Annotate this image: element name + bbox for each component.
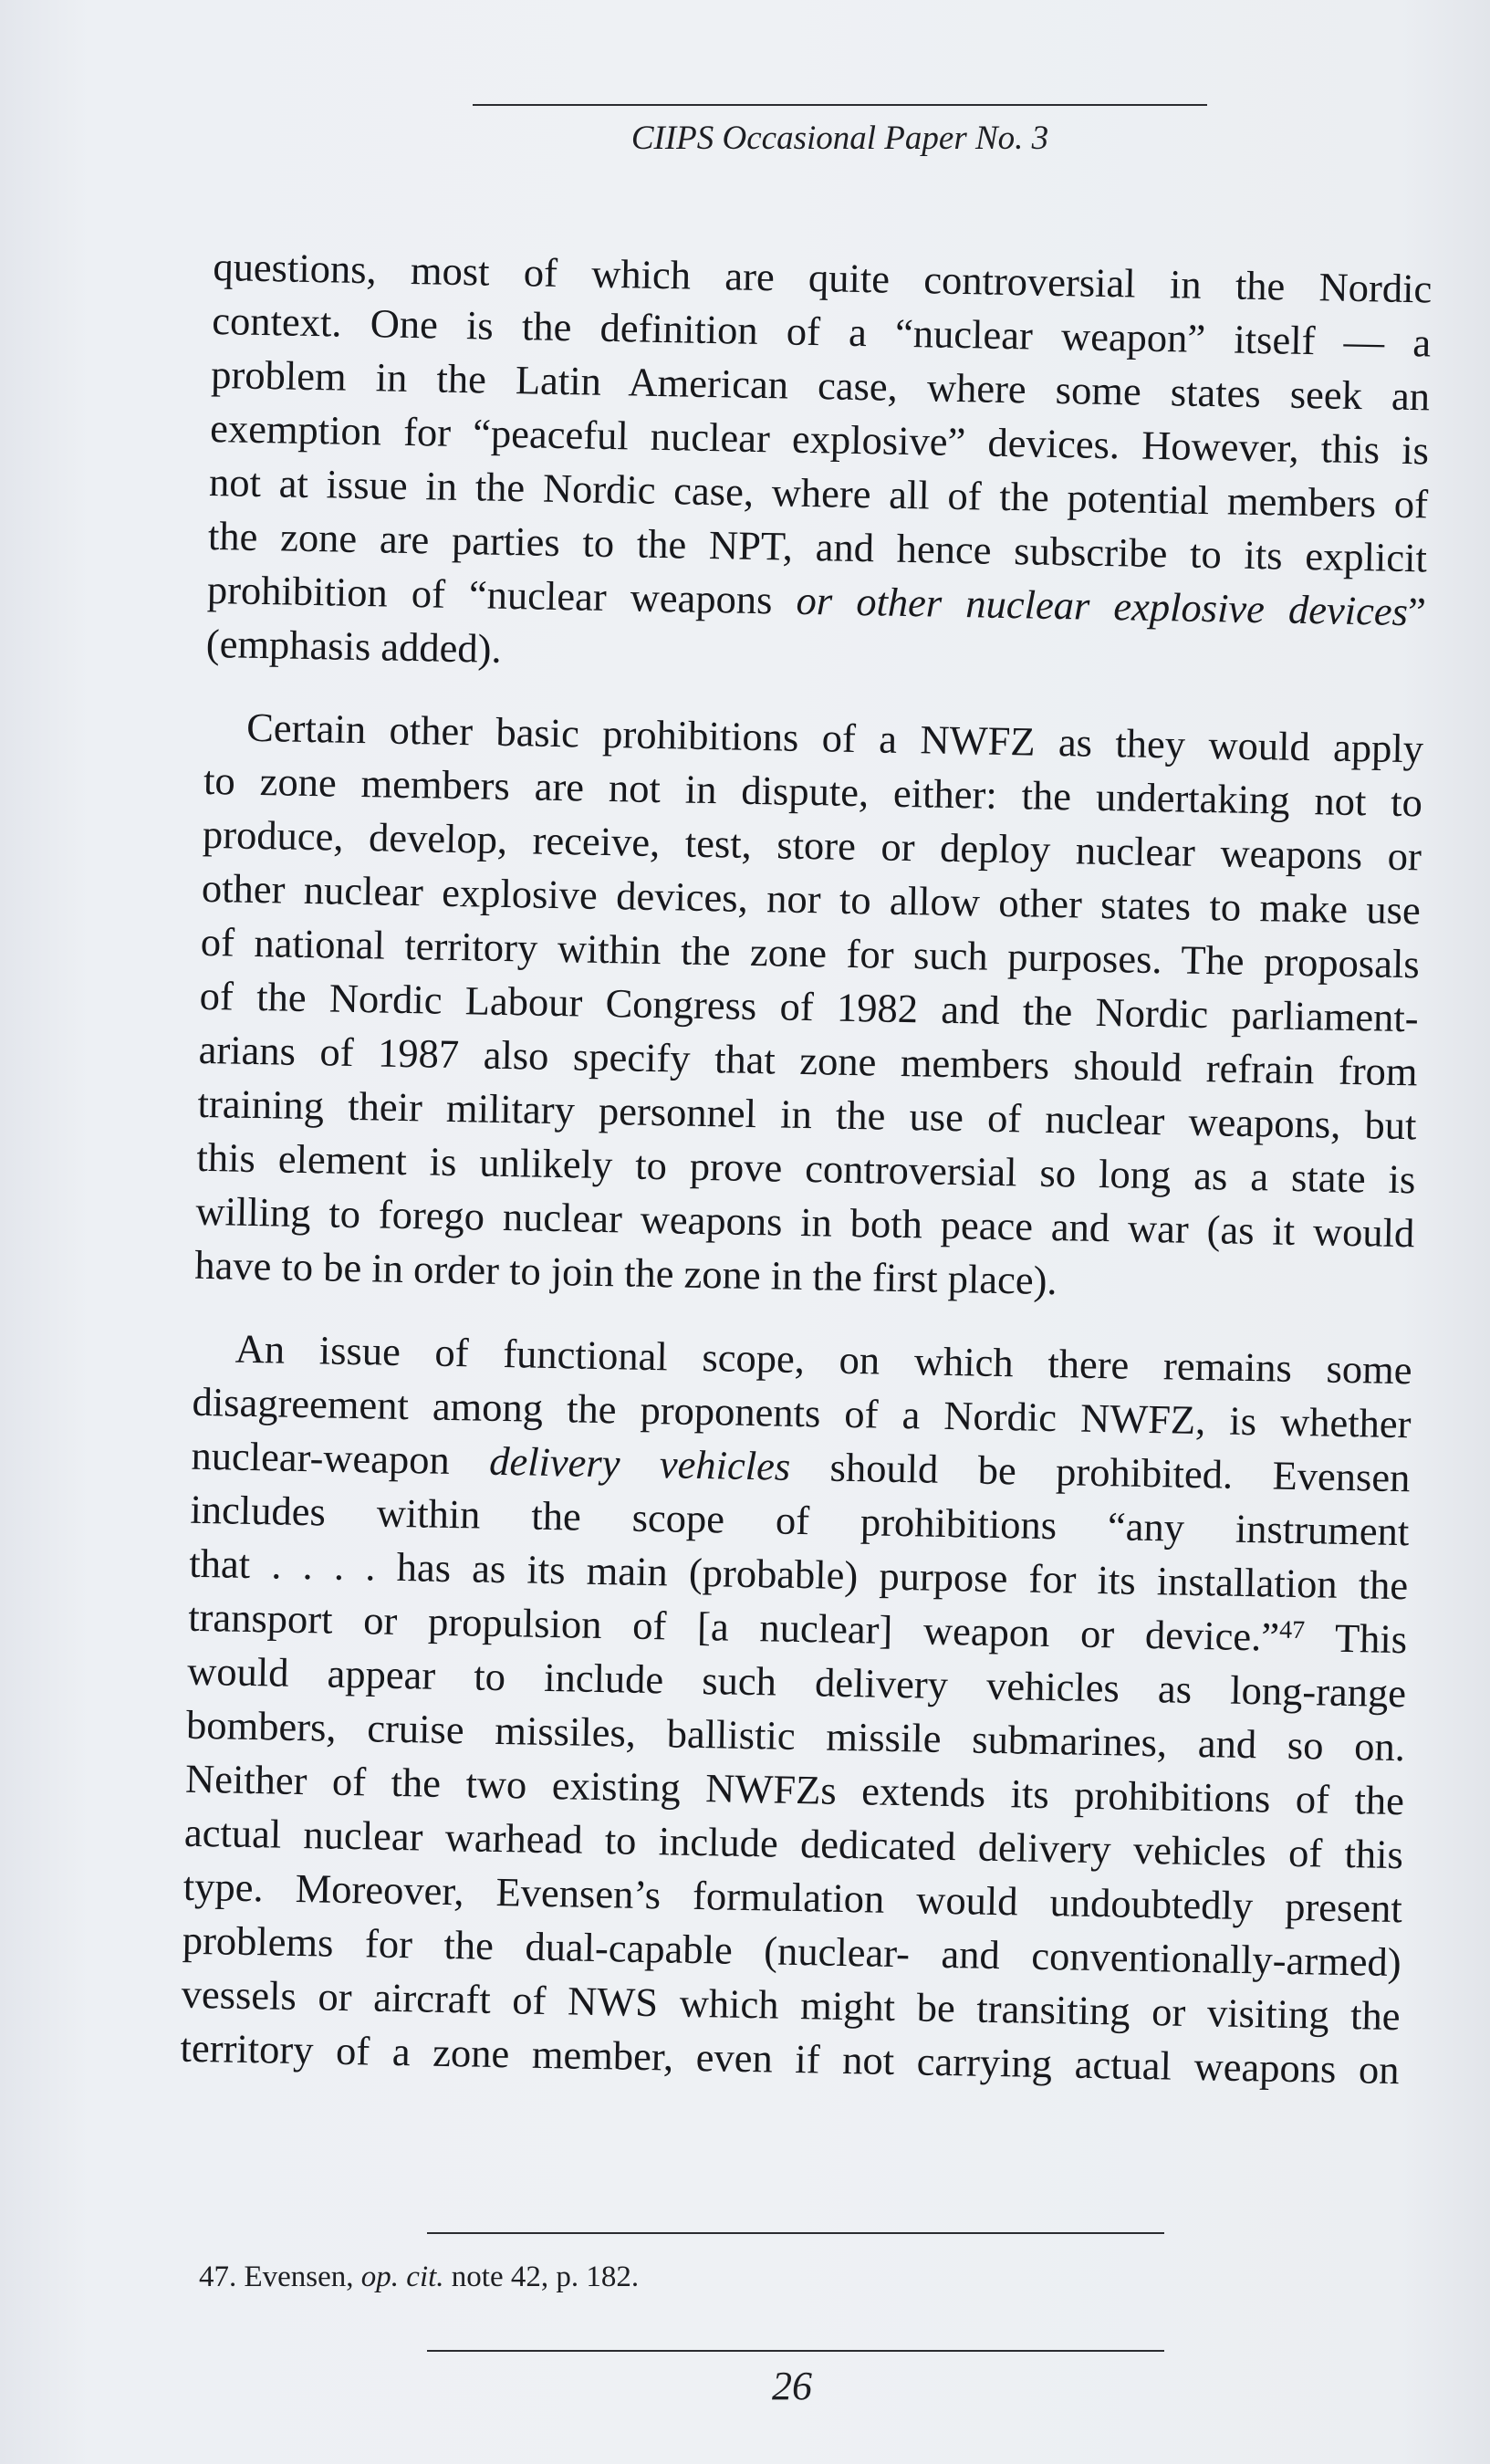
text-line: An issue of functional scope, on which there remains some	[234, 1325, 1412, 1394]
text-line-last: (emphasis added).	[205, 620, 503, 672]
body-text	[180, 240, 1433, 2097]
text-line: problem in the Latin American case, where some states seek an	[210, 350, 1431, 420]
text-line-last: have to be in order to join the zone in the first place).	[193, 1241, 1058, 1304]
text-line: questions, most of which are quite controversial in the Nordic	[213, 243, 1433, 312]
footnote-citation: op. cit.	[360, 2260, 444, 2293]
text-line: produce, develop, receive, test, store or deploy nuclear weapons or	[202, 810, 1422, 880]
text-line: arians of 1987 also specify that zone members should refrain from	[198, 1026, 1418, 1095]
text-line: vessels or aircraft of NWS which might be transiting or visiting the	[181, 1970, 1401, 2040]
text-line: of national territory within the zone for such purposes. The proposals	[200, 918, 1421, 987]
text-line: of the Nordic Labour Congress of 1982 and the Nordic parliament-	[199, 972, 1420, 1041]
text-line: not at issue in the Nordic case, where all of the potential members of	[208, 458, 1429, 527]
running-head: CIIPS Occasional Paper No. 3	[630, 120, 1049, 157]
text-line: training their military personnel in the use of nuclear weapons, but	[197, 1080, 1417, 1149]
text-line: disagreement among the proponents of a Nordic NWFZ, is whether	[192, 1378, 1412, 1447]
text-line: Neither of the two existing NWFZs extends its prohibitions of the	[184, 1755, 1405, 1824]
text-line: that . . . . has as its main (probable) purpose for its installation the	[188, 1540, 1409, 1609]
text-run: ”	[1407, 589, 1427, 635]
footnote-number: 47.	[199, 2260, 237, 2293]
text-line: bombers, cruise missiles, ballistic missile submarines, and so on.	[185, 1701, 1406, 1770]
text-line: this element is unlikely to prove controversial so long as a state is	[196, 1133, 1416, 1203]
footer-rule	[427, 2350, 1164, 2352]
footnote	[199, 2256, 639, 2298]
text-line: actual nuclear warhead to include dedicated delivery vehicles of this	[183, 1809, 1404, 1878]
text-line: context. One is the definition of a “nuclear weapon” itself — a	[211, 297, 1432, 366]
header-rule	[473, 104, 1207, 106]
text-line: would appear to include such delivery vehicles as long-range	[186, 1647, 1407, 1717]
paragraph-3	[180, 1321, 1412, 2097]
text-line: territory of a zone member, even if not carrying actual weapons on	[180, 2024, 1400, 2093]
text-line: exemption for “peaceful nuclear explosive” devices. However, this is	[209, 404, 1430, 474]
emphasized-text: or other nuclear explosive devices	[796, 577, 1409, 635]
paragraph-2	[194, 700, 1424, 1314]
footnote-detail: note 42, p. 182.	[451, 2260, 640, 2293]
text-line: includes within the scope of prohibitions “any instrument	[190, 1486, 1410, 1555]
text-run: transport or propulsion of [a nuclear] weapon or device.”	[187, 1593, 1280, 1660]
text-line: problems for the dual-capable (nuclear- and conventionally-armed)	[182, 1916, 1402, 1986]
emphasized-text: delivery vehicles	[488, 1437, 791, 1489]
footnote-reference[interactable]: 47	[1278, 1615, 1306, 1645]
text-run: This	[1304, 1614, 1408, 1663]
footnote-author: Evensen,	[244, 2260, 354, 2293]
text-line: willing to forego nuclear weapons in both peace and war (as it would	[195, 1187, 1415, 1257]
text-line: type. Moreover, Evensen’s formulation would undoubtedly present	[182, 1863, 1403, 1932]
text-line: to zone members are not in dispute, either: the undertaking not to	[203, 757, 1423, 826]
paragraph-1	[205, 240, 1432, 693]
text-line: Certain other basic prohibitions of a NWFZ as they would apply	[245, 704, 1424, 772]
text-line: the zone are parties to the NPT, and hence subscribe to its explicit	[207, 512, 1428, 581]
text-run: prohibition of “nuclear weapons	[206, 566, 797, 623]
footnote-rule	[427, 2232, 1164, 2234]
page-number: 26	[772, 2364, 812, 2408]
text-run: nuclear-weapon	[191, 1432, 490, 1484]
text-run: should be prohibited. Evensen	[789, 1443, 1411, 1501]
text-line: other nuclear explosive devices, nor to allow other states to make use	[201, 864, 1422, 934]
